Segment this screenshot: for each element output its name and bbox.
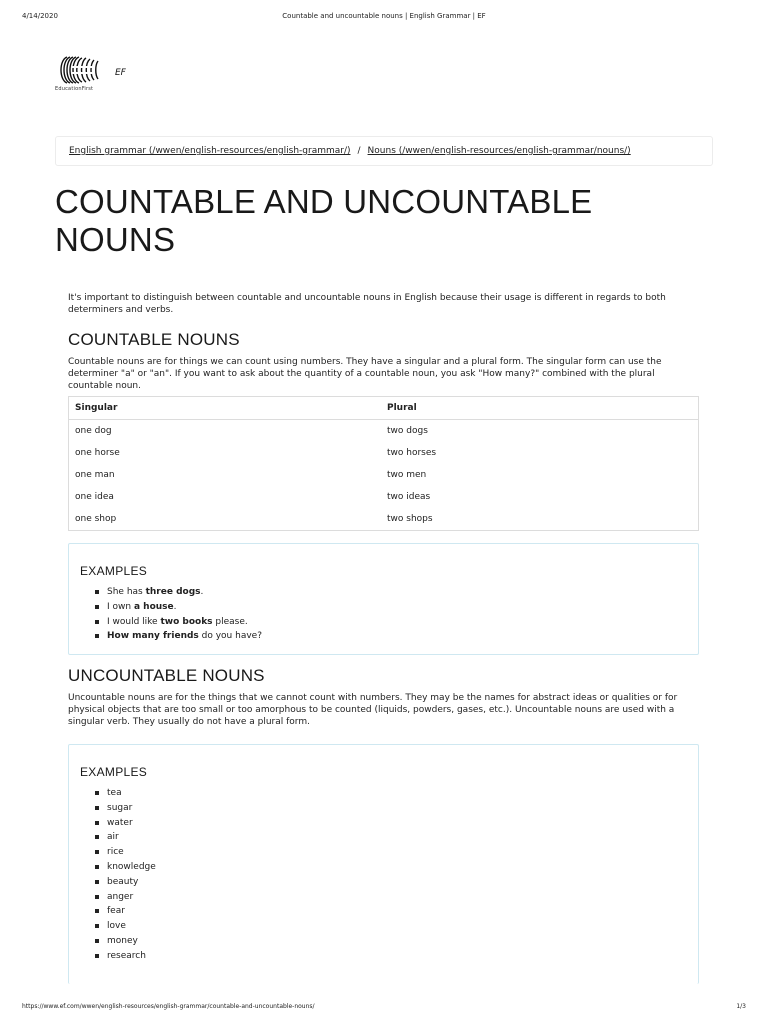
logo-superscript: EF bbox=[115, 68, 126, 78]
countable-heading: COUNTABLE NOUNS bbox=[68, 330, 240, 349]
breadcrumb-separator: / bbox=[357, 146, 361, 156]
list-item: She has three dogs. bbox=[95, 585, 687, 600]
print-header bbox=[22, 12, 746, 24]
breadcrumb bbox=[55, 136, 713, 166]
uncountable-examples-box bbox=[68, 744, 699, 984]
list-item: sugar bbox=[95, 801, 687, 816]
breadcrumb-link-nouns[interactable]: Nouns (/wwen/english-resources/english-grammar/nouns/) bbox=[367, 146, 631, 156]
table-cell: one shop bbox=[75, 514, 117, 524]
ef-logo[interactable] bbox=[55, 54, 135, 94]
list-item: research bbox=[95, 949, 687, 964]
intro-paragraph: It's important to distinguish between countable and uncountable nouns in English because their usage is different in regards to both determiners and verbs. bbox=[68, 293, 666, 315]
uncountable-heading: UNCOUNTABLE NOUNS bbox=[68, 666, 265, 685]
list-item: rice bbox=[95, 845, 687, 860]
countable-examples-list bbox=[80, 585, 687, 644]
breadcrumb-link-english-grammar[interactable]: English grammar (/wwen/english-resources/english-grammar/) bbox=[69, 146, 351, 156]
list-item: anger bbox=[95, 890, 687, 905]
list-item: money bbox=[95, 934, 687, 949]
table-cell: one horse bbox=[75, 448, 120, 458]
list-item: How many friends do you have? bbox=[95, 629, 687, 644]
table-cell: two shops bbox=[387, 514, 433, 524]
table-row bbox=[69, 464, 699, 486]
page-title: COUNTABLE AND UNCOUNTABLE NOUNS bbox=[55, 183, 593, 258]
print-date: 4/14/2020 bbox=[22, 12, 58, 20]
countable-description: Countable nouns are for things we can count using numbers. They have a singular and a plural form. The singular form can use the determiner "a" or "an". If you want to ask about the quantity of a countable noun, you ask "How many?" combined with the plural countable noun. bbox=[68, 357, 662, 391]
list-item: tea bbox=[95, 786, 687, 801]
table-cell: two dogs bbox=[387, 426, 428, 436]
list-item: water bbox=[95, 816, 687, 831]
list-item: love bbox=[95, 919, 687, 934]
table-row bbox=[69, 420, 699, 443]
table-row bbox=[69, 486, 699, 508]
countable-examples-box bbox=[68, 543, 699, 655]
column-header-plural: Plural bbox=[381, 397, 699, 420]
list-item: beauty bbox=[95, 875, 687, 890]
table-cell: one idea bbox=[75, 492, 114, 502]
list-item: I would like two books please. bbox=[95, 615, 687, 630]
list-item: air bbox=[95, 830, 687, 845]
ef-logo-mark bbox=[55, 54, 135, 86]
print-url: https://www.ef.com/wwen/english-resources/english-grammar/countable-and-uncountable-nouns/ bbox=[22, 1003, 315, 1010]
table-cell: two ideas bbox=[387, 492, 431, 502]
examples-title: EXAMPLES bbox=[80, 564, 148, 578]
countable-table bbox=[68, 396, 699, 531]
table-cell: one dog bbox=[75, 426, 112, 436]
uncountable-description: Uncountable nouns are for the things that we cannot count with numbers. They may be the names for abstract ideas or qualities or for physical objects that are too small or too amorphous to be counted (liquids, powders, gases, etc.). Uncountable nouns are used with a singular verb. They usually do not have a plural form. bbox=[68, 693, 678, 727]
list-item: knowledge bbox=[95, 860, 687, 875]
examples-title: EXAMPLES bbox=[80, 765, 148, 779]
print-page-title: Countable and uncountable nouns | English Grammar | EF bbox=[282, 12, 486, 20]
list-item: I own a house. bbox=[95, 600, 687, 615]
column-header-singular: Singular bbox=[69, 397, 382, 420]
logo-tagline: EducationFirst bbox=[55, 86, 94, 92]
table-header-row bbox=[69, 397, 699, 420]
table-cell: one man bbox=[75, 470, 115, 480]
table-cell: two horses bbox=[387, 448, 437, 458]
table-row bbox=[69, 508, 699, 531]
table-row bbox=[69, 442, 699, 464]
list-item: fear bbox=[95, 904, 687, 919]
table-cell: two men bbox=[387, 470, 427, 480]
uncountable-examples-list bbox=[80, 786, 687, 964]
print-page-number: 1/3 bbox=[736, 1003, 746, 1010]
